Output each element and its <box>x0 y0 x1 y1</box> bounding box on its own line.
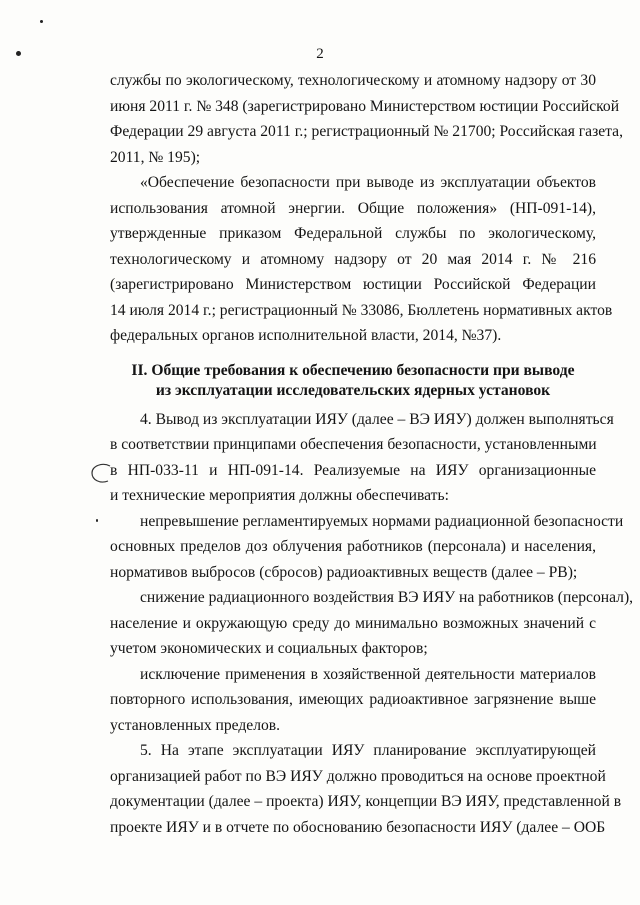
text-line: июня 2011 г. № 348 (зарегистрировано Министерством юстиции Российской <box>110 97 620 115</box>
text-line: (зарегистрировано Министерством юстиции Российской Федерации <box>110 276 596 293</box>
text-line: документации (далее – проекта) ИЯУ, концепции ВЭ ИЯУ, представленной в <box>110 793 622 810</box>
text-line: 4. Вывод из эксплуатации ИЯУ (далее – ВЭ ИЯУ) должен выполняться <box>140 410 614 428</box>
text-line: учетом экономических и социальных факторов; <box>110 640 428 657</box>
text-line: в НП-033-11 и НП-091-14. Реализуемые на ИЯУ организационные <box>110 461 596 479</box>
section-heading: II. Общие требования к обеспечению безопасности при выводе <box>131 361 575 379</box>
text-line: 5. На этапе эксплуатации ИЯУ планирование эксплуатирующей <box>140 742 596 759</box>
text-line: непревышение регламентируемых нормами радиационной безопасности <box>140 512 624 530</box>
text-line: установленных пределов. <box>110 716 281 734</box>
text-line: в соответствии принципами обеспечения безопасности, установленными <box>110 436 597 453</box>
scan-speck <box>40 20 43 23</box>
page-number: 2 <box>316 46 324 62</box>
text-line: службы по экологическому, технологическому и атомному надзору от 30 <box>110 72 596 89</box>
text-line: и технические мероприятия должны обеспечивать: <box>110 487 449 504</box>
text-line: 2011, № 195); <box>110 148 201 166</box>
text-line: организацией работ по ВЭ ИЯУ должно проводиться на основе проектной <box>110 767 606 785</box>
text-line: федеральных органов исполнительной власти, 2014, №37). <box>110 327 502 344</box>
text-line: «Обеспечение безопасности при выводе из эксплуатации объектов <box>140 174 596 191</box>
text-line: население и окружающую среду до минимально возможных значений с <box>110 614 596 632</box>
text-line: проекте ИЯУ и в отчете по обоснованию безопасности ИЯУ (далее – ООБ <box>110 818 606 836</box>
text-line: нормативов выбросов (сбросов) радиоактивных веществ (далее – РВ); <box>110 563 578 581</box>
text-line: основных пределов доз облучения работников (персонала) и населения, <box>110 538 596 555</box>
text-line: Федерации 29 августа 2011 г.; регистрационный № 21700; Российская газета, <box>110 123 624 140</box>
text-line: 14 июля 2014 г.; регистрационный № 33086, Бюллетень нормативных актов <box>110 301 613 319</box>
text-line: исключение применения в хозяйственной деятельности материалов <box>140 665 596 683</box>
scan-speck <box>96 519 98 522</box>
text-line: снижение радиационного воздействия ВЭ ИЯУ на работников (персонал), <box>140 589 634 606</box>
text-line: использования атомной энергии. Общие положения» (НП-091-14), <box>110 199 596 217</box>
text-line: утвержденные приказом Федеральной службы по экологическому, <box>110 225 596 242</box>
text-line: повторного использования, имеющих радиоактивное загрязнение выше <box>110 691 596 708</box>
body-text <box>110 68 634 840</box>
text-line: технологическому и атомному надзору от 20 мая 2014 г. № 216 <box>110 250 596 268</box>
section-heading: из эксплуатации исследовательских ядерных установок <box>155 381 551 399</box>
